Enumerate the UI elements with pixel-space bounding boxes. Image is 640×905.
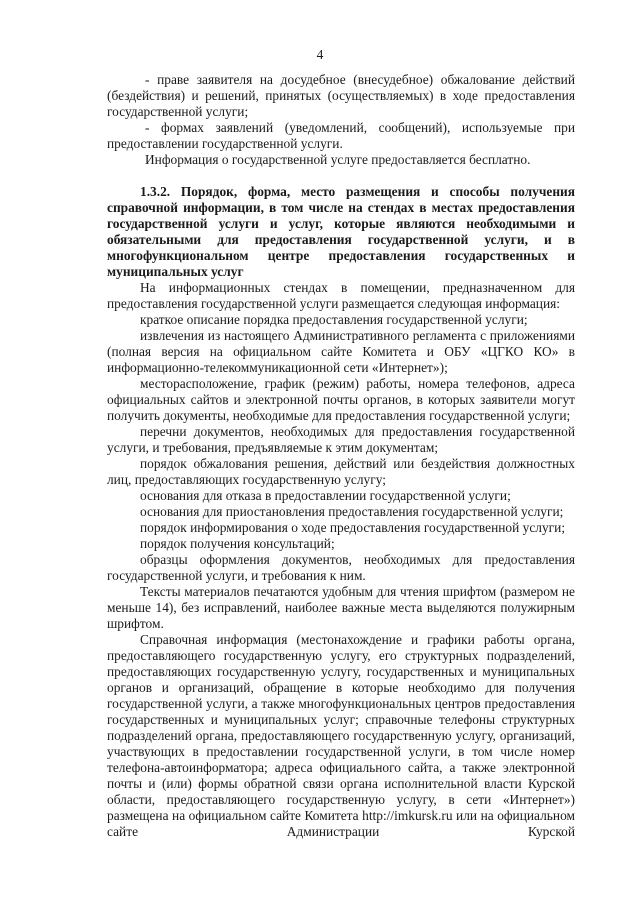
intro-item: - праве заявителя на досудебное (внесудебное) обжалование действий (бездействия) и решений, принятых (осуществляемых) в ходе предоставления государственной услуги; (107, 72, 575, 119)
reference-info: Справочная информация (местонахождение и графики работы органа, предоставляющего государственную услугу, его структурных подразделений, предоставляющих государственную услугу, государственных и муниципальных органов и организаций, обращение в которые необходимо для получения государственной услуги, а также многофункциональных центров предоставления государственных и муниципальных услуг; справочные телефоны структурных подразделений органа, предоставляющего государственную услугу, организаций, участвующих в предоставлении государственной услуги, в том числе номер телефона-автоинформатора; адреса официального сайта, а также электронной почты и (или) формы обратной связи органа исполнительной власти Курской области, предоставляющего государственную услугу, в сети «Интернет») размещена на официальном сайте Комитета http://imkursk.ru или на официальном сайте Администрации Курской (107, 632, 575, 839)
stands-item: порядок информирования о ходе предоставления государственной услуги; (140, 520, 566, 535)
font-note: Тексты материалов печатаются удобным для чтения шрифтом (размером не меньше 14), без исправлений, наиболее важные места выделяются полужирным шрифтом. (107, 584, 575, 631)
intro-item: - формах заявлений (уведомлений, сообщений), используемые при предоставлении государственной услуги. (107, 120, 575, 151)
stands-item: основания для отказа в предоставлении государственной услуги; (140, 488, 511, 503)
stands-item: извлечения из настоящего Административного регламента с приложениями (полная версия на официальном сайте Комитета и ОБУ «ЦГКО КО» в информационно-телекоммуникационной сети «Интернет»); (107, 328, 575, 375)
intro-block (107, 72, 575, 168)
stands-item: краткое описание порядка предоставления государственной услуги; (140, 312, 528, 327)
stands-item: основания для приостановления предоставления государственной услуги; (140, 504, 564, 519)
stands-item: порядок получения консультаций; (140, 536, 335, 551)
stands-intro: На информационных стендах в помещении, предназначенном для предоставления государственной услуги размещается следующая информация: (107, 280, 575, 311)
page-number: 4 (316, 47, 324, 62)
stands-item: образцы оформления документов, необходимых для предоставления государственной услуги, и требования к ним. (107, 552, 575, 583)
stands-item: месторасположение, график (режим) работы, номера телефонов, адреса официальных сайтов и электронной почты органов, в которых заявители могут получить документы, необходимые для предоставления государственной услуги; (107, 376, 575, 423)
stands-item: перечни документов, необходимых для предоставления государственной услуги, и требования, предъявляемые к этим документам; (107, 424, 575, 455)
intro-item: Информация о государственной услуге предоставляется бесплатно. (145, 152, 531, 167)
section-heading: 1.3.2. Порядок, форма, место размещения и способы получения справочной информации, в том числе на стендах в местах предоставления государственной услуги и услуг, которые являются необходимыми и обязательными для предоставления государственной услуги, и в многофункциональном центре предоставления государственных и муниципальных услуг (107, 184, 575, 279)
section-block (107, 184, 575, 840)
stands-item: порядок обжалования решения, действий или бездействия должностных лиц, предоставляющих государственную услугу; (107, 456, 575, 487)
